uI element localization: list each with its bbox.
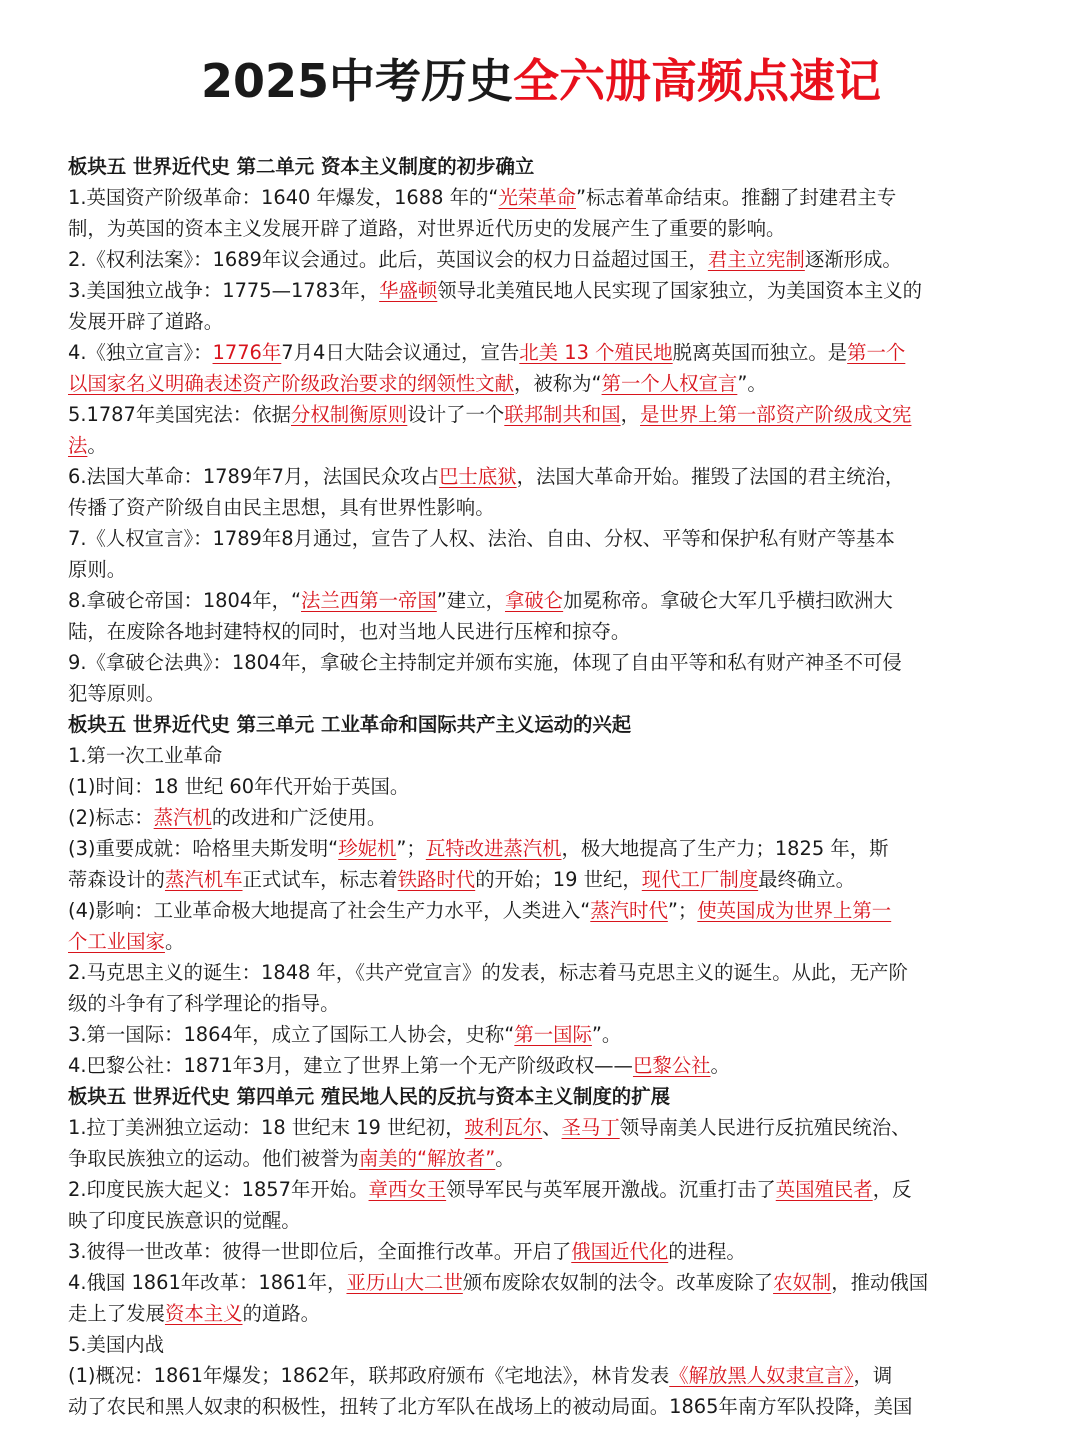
highlighted-keyword: 亚历山大二世: [346, 1271, 463, 1294]
highlighted-keyword: 瓦特改进蒸汽机: [425, 837, 562, 860]
text-line: [68, 926, 1014, 957]
text-line: [68, 647, 1014, 678]
text-run: (1)概况：1861年爆发；1862年，联邦政府颁布《宅地法》，林肯发表: [68, 1364, 670, 1387]
highlighted-keyword: 《解放黑人奴隶宣言》: [669, 1364, 854, 1387]
highlighted-keyword: 农奴制: [773, 1271, 832, 1294]
highlighted-keyword: 巴黎公社: [632, 1054, 711, 1077]
text-line: [68, 1112, 1014, 1143]
highlighted-keyword: 现代工厂制度: [641, 868, 759, 891]
text-run: 正式试车，标志着: [242, 868, 398, 891]
text-run: 犯等原则。: [68, 682, 165, 705]
text-run: 板块五 世界近代史 第四单元 殖民地人民的反抗与资本主义制度的扩展: [68, 1085, 670, 1108]
text-run: 的改进和广泛使用。: [211, 806, 387, 829]
text-run: 动了农民和黑人奴隶的积极性，扭转了北方军队在战场上的被动局面。1865年南方军队投降，美国: [68, 1395, 913, 1418]
text-run: 。: [495, 1147, 515, 1170]
text-line: [68, 1298, 1014, 1329]
text-line: [68, 1267, 1014, 1298]
text-run: (1)时间：18 世纪 60年代开始于英国。: [68, 775, 410, 798]
text-run: ”。: [591, 1023, 622, 1046]
text-run: 。: [710, 1054, 730, 1077]
document-body: [68, 151, 1014, 1422]
text-run: 2.马克思主义的诞生：1848 年，《共产党宣言》的发表，标志着马克思主义的诞生。从此，无产阶: [68, 961, 908, 984]
text-run: 9.《拿破仑法典》：1804年，拿破仑主持制定并颁布实施，体现了自由平等和私有财产神圣不可侵: [68, 651, 902, 674]
page-title: [68, 0, 1014, 112]
text-line: [68, 554, 1014, 585]
text-line: [68, 957, 1014, 988]
text-line: [68, 616, 1014, 647]
text-line: [68, 337, 1014, 368]
text-run: ，极大地提高了生产力；1825 年，斯: [561, 837, 889, 860]
highlighted-keyword: 北美 13 个殖民地: [519, 341, 673, 364]
highlighted-keyword: 以国家名义明确表述资产阶级政治要求的纲领性文献: [68, 372, 514, 395]
highlighted-keyword: 铁路时代: [397, 868, 476, 891]
text-run: 3.美国独立战争：1775—1783年，: [68, 279, 380, 302]
text-run: ”；: [396, 837, 426, 860]
text-run: 3.第一国际：1864年，成立了国际工人协会，史称“: [68, 1023, 515, 1046]
highlighted-keyword: 联邦制共和国: [504, 403, 621, 426]
text-run: 走上了发展: [68, 1302, 165, 1325]
text-run: 7月4日大陆会议通过，宣告: [281, 341, 520, 364]
highlighted-keyword: 资本主义: [164, 1302, 243, 1325]
text-line: [68, 1050, 1014, 1081]
text-line: [68, 585, 1014, 616]
text-run: 4.俄国 1861年改革：1861年，: [68, 1271, 347, 1294]
text-run: 加冕称帝。拿破仑大军几乎横扫欧洲大: [563, 589, 893, 612]
highlighted-keyword: 分权制衡原则: [290, 403, 408, 426]
text-line: [68, 182, 1014, 213]
text-line: [68, 399, 1014, 430]
text-run: (2)标志：: [68, 806, 154, 829]
highlighted-keyword: 南美的“解放者”: [358, 1147, 496, 1170]
highlighted-keyword: 蒸汽机车: [164, 868, 243, 891]
text-run: 领导南美人民进行反抗殖民统治、: [619, 1116, 911, 1139]
text-run: 传播了资产阶级自由民主思想，具有世界性影响。: [68, 496, 495, 519]
text-run: 制，为英国的资本主义发展开辟了道路，对世界近代历史的发展产生了重要的影响。: [68, 217, 786, 240]
text-run: ”。: [737, 372, 767, 395]
highlighted-keyword: 章西女王: [368, 1178, 447, 1201]
text-run: ，: [620, 403, 641, 426]
section-heading: [68, 709, 1014, 740]
text-line: [68, 244, 1014, 275]
text-line: [68, 213, 1014, 244]
highlighted-keyword: 光荣革命: [498, 186, 576, 209]
text-line: [68, 1174, 1014, 1205]
text-run: 的进程。: [668, 1240, 746, 1263]
text-line: [68, 740, 1014, 771]
text-run: 6.法国大革命：1789年7月，法国民众攻占: [68, 465, 440, 488]
text-run: 板块五 世界近代史 第二单元 资本主义制度的初步确立: [68, 155, 535, 178]
text-line: [68, 1236, 1014, 1267]
text-run: 1.第一次工业革命: [68, 744, 223, 767]
text-run: 2.《权利法案》：1689年议会通过。此后，英国议会的权力日益超过国王，: [68, 248, 708, 271]
text-line: [68, 275, 1014, 306]
text-line: [68, 988, 1014, 1019]
text-line: [68, 1329, 1014, 1360]
text-run: 发展开辟了道路。: [68, 310, 224, 333]
text-run: 5.1787年美国宪法：依据: [68, 403, 291, 426]
text-run: 1.英国资产阶级革命：1640 年爆发，1688 年的“: [68, 186, 499, 209]
title-black-part: 2025中考历史: [200, 54, 514, 108]
text-line: [68, 895, 1014, 926]
highlighted-keyword: 蒸汽时代: [590, 899, 668, 922]
text-run: ，推动俄国: [831, 1271, 929, 1294]
text-line: [68, 306, 1014, 337]
text-run: 4.《独立宣言》：: [68, 341, 213, 364]
text-run: 颁布废除农奴制的法令。改革废除了: [462, 1271, 774, 1294]
text-line: [68, 1360, 1014, 1391]
section-heading: [68, 1081, 1014, 1112]
text-line: [68, 1391, 1014, 1422]
text-run: 的开始；19 世纪，: [475, 868, 642, 891]
highlighted-keyword: 法兰西第一帝国: [301, 589, 437, 612]
text-run: 2.印度民族大起义：1857年开始。: [68, 1178, 369, 1201]
text-run: 、: [542, 1116, 562, 1139]
text-run: 争取民族独立的运动。他们被誉为: [68, 1147, 359, 1170]
text-run: 级的斗争有了科学理论的指导。: [68, 992, 340, 1015]
highlighted-keyword: 俄国近代化: [571, 1240, 669, 1263]
text-line: [68, 461, 1014, 492]
text-line: [68, 802, 1014, 833]
text-run: 设计了一个: [407, 403, 505, 426]
text-run: ，调: [853, 1364, 893, 1387]
text-line: [68, 492, 1014, 523]
text-line: [68, 430, 1014, 461]
text-run: 陆，在废除各地封建特权的同时，也对当地人民进行压榨和掠夺。: [68, 620, 631, 643]
text-run: ”建立，: [436, 589, 505, 612]
text-run: 蒂森设计的: [68, 868, 165, 891]
text-run: (4)影响：工业革命极大地提高了社会生产力水平，人类进入“: [68, 899, 591, 922]
text-line: [68, 678, 1014, 709]
highlighted-keyword: 拿破仑: [504, 589, 564, 612]
text-run: 5.美国内战: [68, 1333, 165, 1356]
highlighted-keyword: 第一国际: [514, 1023, 592, 1046]
text-line: [68, 1019, 1014, 1050]
text-run: 板块五 世界近代史 第三单元 工业革命和国际共产主义运动的兴起: [68, 713, 632, 736]
text-run: 7.《人权宣言》：1789年8月通过，宣告了人权、法治、自由、分权、平等和保护私有财产等基本: [68, 527, 895, 550]
highlighted-keyword: 珍妮机: [338, 837, 397, 860]
highlighted-keyword: 蒸汽机: [153, 806, 212, 829]
highlighted-keyword: 使英国成为世界上第一: [697, 899, 892, 922]
text-run: ，反: [872, 1178, 912, 1201]
text-run: (3)重要成就：哈格里夫斯发明“: [68, 837, 339, 860]
highlighted-keyword: 玻利瓦尔: [464, 1116, 543, 1139]
text-run: 领导北美殖民地人民实现了国家独立，为美国资本主义的: [437, 279, 923, 302]
text-run: ”；: [667, 899, 698, 922]
text-run: 脱离英国而独立。是: [672, 341, 848, 364]
highlighted-keyword: 华盛顿: [379, 279, 438, 302]
text-run: 3.彼得一世改革：彼得一世即位后，全面推行改革。开启了: [68, 1240, 572, 1263]
text-run: 领导军民与英军展开激战。沉重打击了: [446, 1178, 776, 1201]
text-run: ，法国大革命开始。摧毁了法国的君主统治，: [516, 465, 905, 488]
text-line: [68, 1205, 1014, 1236]
text-line: [68, 833, 1014, 864]
title-red-part: 全六册高频点速记: [513, 54, 882, 108]
text-run: 4.巴黎公社：1871年3月，建立了世界上第一个无产阶级政权——: [68, 1054, 633, 1077]
text-run: 最终确立。: [758, 868, 856, 891]
text-run: ”标志着革命结束。推翻了封建君主专: [576, 186, 897, 209]
highlighted-keyword: 君主立宪制: [707, 248, 805, 271]
text-line: [68, 1143, 1014, 1174]
highlighted-keyword: 第一个: [847, 341, 906, 364]
highlighted-keyword: 圣马丁: [561, 1116, 620, 1139]
text-line: [68, 864, 1014, 895]
text-run: 。: [87, 434, 107, 457]
highlighted-keyword: 1776年: [212, 341, 282, 364]
text-line: [68, 368, 1014, 399]
text-run: 8.拿破仑帝国：1804年，“: [68, 589, 302, 612]
text-run: 逐渐形成。: [804, 248, 902, 271]
highlighted-keyword: 个工业国家: [68, 930, 165, 953]
highlighted-keyword: 法: [68, 434, 88, 457]
text-run: 1.拉丁美洲独立运动：18 世纪末 19 世纪初，: [68, 1116, 465, 1139]
highlighted-keyword: 巴士底狱: [439, 465, 517, 488]
highlighted-keyword: 英国殖民者: [775, 1178, 873, 1201]
text-line: [68, 523, 1014, 554]
text-run: 原则。: [68, 558, 127, 581]
text-line: [68, 771, 1014, 802]
section-heading: [68, 151, 1014, 182]
text-run: ，被称为“: [513, 372, 602, 395]
text-run: 。: [164, 930, 185, 953]
highlighted-keyword: 第一个人权宣言: [601, 372, 738, 395]
text-run: 的道路。: [242, 1302, 321, 1325]
highlighted-keyword: 是世界上第一部资产阶级成文宪: [640, 403, 912, 426]
text-run: 映了印度民族意识的觉醒。: [68, 1209, 301, 1232]
